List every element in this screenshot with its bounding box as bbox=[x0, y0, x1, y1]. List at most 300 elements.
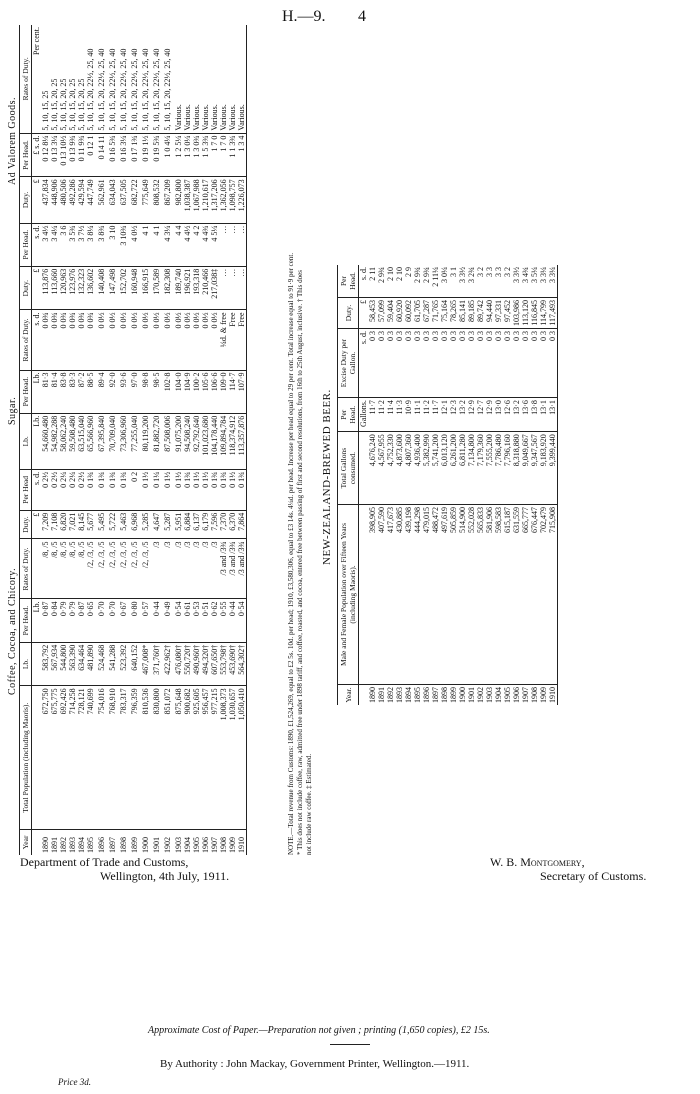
table-row bbox=[59, 25, 68, 855]
column-header: Rates of Duty. bbox=[20, 310, 32, 370]
table-cell: 1 7 0 bbox=[210, 133, 219, 177]
table-cell: 1,030,657 bbox=[228, 686, 237, 830]
table-cell: 1904 bbox=[183, 837, 192, 853]
table-cell: 54,660,480 bbox=[41, 413, 50, 469]
table-cell: 637,505 bbox=[117, 177, 128, 223]
table-cell: 505,859 bbox=[449, 504, 458, 684]
table-cell: 58,453 bbox=[368, 297, 377, 328]
table-cell: 2 10 bbox=[386, 265, 395, 297]
table-cell: 715,908 bbox=[548, 504, 558, 684]
unit-label: £ bbox=[32, 266, 42, 310]
column-header: Rates of Duty. bbox=[20, 25, 32, 133]
table-cell: 4,752,330 bbox=[386, 432, 395, 505]
table-cell: 1,210,617 bbox=[201, 177, 210, 223]
unit-label: s. d. bbox=[359, 328, 369, 397]
table-cell: 0·61 bbox=[183, 599, 192, 642]
unit-label bbox=[32, 829, 42, 855]
table-cell: 5, 10, 15, 20, 22½, 25, 40 bbox=[139, 25, 150, 133]
table-cell: 7,864 bbox=[237, 510, 247, 539]
table-cell: 120,963 bbox=[59, 266, 68, 310]
table-cell: 92,792,640 bbox=[192, 413, 201, 469]
table-row bbox=[50, 25, 59, 855]
table-cell: 7,555,200 bbox=[485, 432, 494, 505]
table-cell: 3 4¾ bbox=[521, 265, 530, 297]
table-cell: 479,015 bbox=[422, 504, 431, 684]
table-cell: 0 13 9¾ bbox=[68, 133, 77, 177]
revenue-table bbox=[19, 25, 247, 855]
table-row bbox=[210, 25, 219, 855]
table-cell: 448,906 bbox=[50, 177, 59, 223]
table-cell: 3 8¼ bbox=[86, 223, 95, 266]
table-cell: 81,882,720 bbox=[150, 413, 161, 469]
table-cell: 1,098,757 bbox=[228, 177, 237, 223]
signatory-name: W. B. Montgomery, bbox=[490, 855, 585, 869]
divider bbox=[330, 1044, 370, 1045]
table-cell: 0·54 bbox=[237, 599, 247, 642]
table-row bbox=[368, 265, 377, 705]
table-cell: 0 0¾ bbox=[68, 310, 77, 370]
table-cell: 7,108 bbox=[50, 510, 59, 539]
table-row bbox=[395, 265, 404, 705]
column-header: Per Head. bbox=[20, 370, 32, 413]
table-cell: 81·4 bbox=[50, 370, 59, 413]
table-cell: 85,141 bbox=[458, 297, 467, 328]
table-cell: 12·9 bbox=[467, 398, 476, 432]
table-cell: /8, /5 bbox=[68, 539, 77, 599]
table-cell: 97,452 bbox=[503, 297, 512, 328]
table-cell: 0 2½ bbox=[50, 469, 59, 510]
table-cell: 7,209 bbox=[41, 510, 50, 539]
column-header: Per Head. bbox=[20, 223, 32, 266]
table-cell: 676,447 bbox=[530, 504, 539, 684]
table-cell: 1895 bbox=[413, 687, 422, 703]
table-cell: 118,374,912 bbox=[228, 413, 237, 469]
table-cell: … bbox=[237, 266, 247, 310]
table-cell: 810,536 bbox=[139, 686, 150, 830]
table-cell: 3 3¼ bbox=[539, 265, 548, 297]
table-cell: 5,951 bbox=[172, 510, 183, 539]
table-cell: 1906 bbox=[201, 837, 210, 853]
table-cell: 0·70 bbox=[106, 599, 117, 642]
table-notes bbox=[287, 253, 314, 855]
table-cell: 563,390 bbox=[68, 642, 77, 686]
table-cell: 553,798† bbox=[219, 642, 228, 686]
column-header: Lb. bbox=[20, 642, 32, 686]
table-row bbox=[494, 265, 503, 705]
table-cell: /2, /3, /5 bbox=[117, 539, 128, 599]
table-cell: 702,479 bbox=[539, 504, 548, 684]
table-cell: 1904 bbox=[494, 687, 503, 703]
table-cell: /3 bbox=[210, 539, 219, 599]
table-cell: 4 0½ bbox=[128, 223, 139, 266]
column-header: Rates of Duty. bbox=[20, 539, 32, 599]
table-cell: 0 0¾ bbox=[41, 310, 50, 370]
table-cell: /8, /5 bbox=[77, 539, 86, 599]
table-cell: 1,362,056 bbox=[219, 177, 228, 223]
table-row bbox=[422, 265, 431, 705]
table-cell: 567,934 bbox=[50, 642, 59, 686]
table-cell: 11·2 bbox=[422, 398, 431, 432]
table-cell: 0 0½ bbox=[201, 310, 210, 370]
table-cell: 5, 10, 15, 20, 25 bbox=[50, 25, 59, 133]
table-cell: 0 3 bbox=[368, 328, 377, 397]
table-cell: 9,049,667 bbox=[521, 432, 530, 505]
table-cell: 0 1½ bbox=[139, 469, 150, 510]
table-cell: 0 2¼ bbox=[68, 469, 77, 510]
table-row bbox=[413, 265, 422, 705]
table-cell: /8, /5 bbox=[59, 539, 68, 599]
table-cell: ¼d. & free bbox=[219, 310, 228, 370]
table-cell: 0 3 bbox=[494, 328, 503, 397]
table-cell: 13·6 bbox=[521, 398, 530, 432]
table-cell: 3 3½ bbox=[458, 265, 467, 297]
table-cell: 4 1 bbox=[139, 223, 150, 266]
table-cell: 488,472 bbox=[431, 504, 440, 684]
beer-table bbox=[337, 265, 558, 705]
table-cell: 89·4 bbox=[95, 370, 106, 413]
beer-table-title: NEW-ZEALAND-BREWED BEER. bbox=[321, 389, 333, 565]
unit-label: Gallons. bbox=[359, 398, 369, 432]
table-cell: 60,092 bbox=[404, 297, 413, 328]
table-cell: 67,287 bbox=[422, 297, 431, 328]
table-cell: 61,705 bbox=[413, 297, 422, 328]
table-cell: 98·5 bbox=[150, 370, 161, 413]
table-cell: 634,043 bbox=[106, 177, 117, 223]
table-cell: 4,936,400 bbox=[413, 432, 422, 505]
table-row bbox=[139, 25, 150, 855]
table-row bbox=[449, 265, 458, 705]
column-header: Duty. bbox=[20, 266, 32, 310]
table-row bbox=[440, 265, 449, 705]
table-cell: 0·79 bbox=[68, 599, 77, 642]
table-cell: 114,799 bbox=[539, 297, 548, 328]
table-cell: 0 3 bbox=[440, 328, 449, 397]
table-cell: 0 0½ bbox=[183, 310, 192, 370]
table-cell: 117,493 bbox=[548, 297, 558, 328]
table-cell: 101,023,680 bbox=[201, 413, 210, 469]
table-cell: 73,306,960 bbox=[117, 413, 128, 469]
table-cell: 467,008* bbox=[139, 642, 150, 686]
table-row bbox=[458, 265, 467, 705]
table-cell: 5,722 bbox=[106, 510, 117, 539]
table-cell: 740,699 bbox=[86, 686, 95, 830]
table-cell: 1,038,387 bbox=[183, 177, 192, 223]
table-cell: 0 12 8¼ bbox=[41, 133, 50, 177]
table-cell: 0 3 bbox=[503, 328, 512, 397]
unit-label bbox=[32, 642, 42, 686]
table-cell: 4,873,600 bbox=[395, 432, 404, 505]
table-cell: 0 16 3¼ bbox=[117, 133, 128, 177]
table-cell: 851,072 bbox=[161, 686, 172, 830]
table-cell: 0·84 bbox=[50, 599, 59, 642]
table-cell: 1899 bbox=[130, 837, 139, 853]
table-cell: 2 11 bbox=[368, 265, 377, 297]
table-cell: 8,145 bbox=[77, 510, 86, 539]
table-cell: 1898 bbox=[440, 687, 449, 703]
table-cell: 550,720† bbox=[183, 642, 192, 686]
table-cell: 4,676,240 bbox=[368, 432, 377, 505]
table-cell: 453,690† bbox=[228, 642, 237, 686]
table-cell: 0 1¾ bbox=[237, 469, 247, 510]
table-cell: 1896 bbox=[97, 837, 106, 853]
table-cell: 97·0 bbox=[128, 370, 139, 413]
table-cell: 12·1 bbox=[440, 398, 449, 432]
table-cell: /3 bbox=[192, 539, 201, 599]
table-cell: 775,649 bbox=[139, 177, 150, 223]
table-cell: 58,062,240 bbox=[59, 413, 68, 469]
table-cell: … bbox=[219, 223, 228, 266]
table-cell: 217,038‡ bbox=[210, 266, 219, 310]
table-cell: 12·3 bbox=[449, 398, 458, 432]
table-row bbox=[117, 25, 128, 855]
table-cell: 104·0 bbox=[172, 370, 183, 413]
table-cell: 5, 10, 15, 20, 22½, 25, 40 bbox=[86, 25, 95, 133]
table-cell: 514,900 bbox=[458, 504, 467, 684]
table-row bbox=[172, 25, 183, 855]
table-cell: 0·79 bbox=[59, 599, 68, 642]
table-cell: 59,404 bbox=[386, 297, 395, 328]
table-cell: 675,775 bbox=[50, 686, 59, 830]
table-cell: 57,099 bbox=[377, 297, 386, 328]
table-cell: 1900 bbox=[141, 837, 150, 853]
table-cell: Free bbox=[237, 310, 247, 370]
table-cell: 113,120 bbox=[521, 297, 530, 328]
table-cell: 1902 bbox=[163, 837, 172, 853]
table-cell: 0·57 bbox=[139, 599, 150, 642]
table-cell: 682,722 bbox=[128, 177, 139, 223]
table-cell: 0·87 bbox=[41, 599, 50, 642]
table-cell: 0 1½ bbox=[228, 469, 237, 510]
table-cell: 7,021 bbox=[68, 510, 77, 539]
table-cell: 100·2 bbox=[192, 370, 201, 413]
table-cell: 13·2 bbox=[512, 398, 521, 432]
table-cell: 562,961 bbox=[95, 177, 106, 223]
table-cell: 0 3 bbox=[404, 328, 413, 397]
table-cell: 6,137 bbox=[192, 510, 201, 539]
cost-text: Approximate Cost of Paper.—Preparation not given ; printing (1,650 copies), £2 15s. bbox=[148, 1025, 490, 1036]
table-cell: 75,164 bbox=[440, 297, 449, 328]
table-cell: 9,347,567 bbox=[530, 432, 539, 505]
table-cell: 5, 10, 15, 20, 22½, 25, 40 bbox=[150, 25, 161, 133]
table-cell: 9,183,920 bbox=[539, 432, 548, 505]
table-cell: 107·9 bbox=[237, 370, 247, 413]
unit-label: £ bbox=[32, 177, 42, 223]
table-cell: 1905 bbox=[503, 687, 512, 703]
table-cell: 170,589 bbox=[150, 266, 161, 310]
section-title-sugar: Sugar. bbox=[7, 396, 18, 425]
table-cell: 5, 10, 15, 20, 25 bbox=[77, 25, 86, 133]
table-row bbox=[485, 265, 494, 705]
table-cell: 0 1¾ bbox=[210, 469, 219, 510]
unit-label: Lb. bbox=[32, 599, 42, 642]
table-cell: 783,317 bbox=[117, 686, 128, 830]
table-cell: 11·7 bbox=[431, 398, 440, 432]
table-cell: /3 and /3¾ bbox=[219, 539, 228, 599]
table-cell: 1898 bbox=[119, 837, 128, 853]
table-cell: 7,134,800 bbox=[467, 432, 476, 505]
table-row bbox=[386, 265, 395, 705]
table-cell: /2, /3, /5 bbox=[106, 539, 117, 599]
table-cell: 0 0½ bbox=[139, 310, 150, 370]
table-cell: /3 bbox=[150, 539, 161, 599]
table-cell: 13·1 bbox=[539, 398, 548, 432]
table-cell: 0 2½ bbox=[77, 469, 86, 510]
table-cell: 0·65 bbox=[86, 599, 95, 642]
table-cell: 1901 bbox=[467, 687, 476, 703]
table-cell: /2, /3, /5 bbox=[128, 539, 139, 599]
table-cell: 598,583 bbox=[494, 504, 503, 684]
table-cell: 12·7 bbox=[476, 398, 485, 432]
unit-label bbox=[359, 504, 369, 684]
table-cell: 3 4½ bbox=[41, 223, 50, 266]
page-reference: H.—9. bbox=[282, 8, 326, 25]
table-cell: 0 3 bbox=[395, 328, 404, 397]
table-cell: 925,605 bbox=[192, 686, 201, 830]
table-cell: 607,650† bbox=[210, 642, 219, 686]
table-cell: 189,740 bbox=[172, 266, 183, 310]
table-cell: 0 3 bbox=[377, 328, 386, 397]
table-cell: 103,986 bbox=[512, 297, 521, 328]
column-header: Per Head. bbox=[338, 398, 359, 432]
table-cell: 3 2¾ bbox=[467, 265, 476, 297]
table-cell: 0 0¾ bbox=[77, 310, 86, 370]
table-cell: 0·51 bbox=[201, 599, 210, 642]
table-cell: 0·44 bbox=[228, 599, 237, 642]
table-cell: /3 bbox=[161, 539, 172, 599]
table-cell: 4,647 bbox=[150, 510, 161, 539]
table-cell: 4 4½ bbox=[183, 223, 192, 266]
table-cell: 1890 bbox=[41, 837, 50, 853]
table-cell: /8, /5 bbox=[41, 539, 50, 599]
table-cell: 0 2 bbox=[128, 469, 139, 510]
table-cell: 0·80 bbox=[128, 599, 139, 642]
table-cell: 6,179 bbox=[201, 510, 210, 539]
table-cell: 6,968 bbox=[128, 510, 139, 539]
table-cell: 0 3 bbox=[530, 328, 539, 397]
table-cell: 105·6 bbox=[201, 370, 210, 413]
column-header: Total Population (including Maoris). bbox=[20, 686, 32, 830]
table-row bbox=[183, 25, 192, 855]
table-cell: 768,910 bbox=[106, 686, 117, 830]
table-cell: 631,559 bbox=[512, 504, 521, 684]
table-cell: 5, 10, 15, 20, 22½, 25, 40 bbox=[106, 25, 117, 133]
unit-label: Per cent. bbox=[32, 25, 42, 133]
table-cell: 1 1 3¾ bbox=[228, 133, 237, 177]
table-cell: 407,590 bbox=[377, 504, 386, 684]
table-cell: 4 4 bbox=[172, 223, 183, 266]
table-cell: 4 3¼ bbox=[161, 223, 172, 266]
table-cell: /3 bbox=[201, 539, 210, 599]
table-cell: 0 11 9¾ bbox=[77, 133, 86, 177]
table-cell: 481,890 bbox=[86, 642, 95, 686]
unit-label bbox=[32, 539, 42, 599]
table-cell: 1,050,410 bbox=[237, 686, 247, 830]
table-cell: 1894 bbox=[404, 687, 413, 703]
table-cell: 3 2 bbox=[503, 265, 512, 297]
unit-label: £ bbox=[359, 297, 369, 328]
table-cell: 0 1¾ bbox=[86, 469, 95, 510]
table-cell: 113,876 bbox=[41, 266, 50, 310]
table-cell: 1899 bbox=[449, 687, 458, 703]
note-line: * This does not include coffee, raw, admitted free under 1898 tariff, and coffee, roasted, and cocoa, entered free between passing of first and second resolutions, from 16th to 25th August, inclusive. † This does bbox=[296, 270, 304, 855]
table-cell: 808,532 bbox=[150, 177, 161, 223]
table-cell: 92·0 bbox=[106, 370, 117, 413]
table-cell: 4 2 bbox=[192, 223, 201, 266]
table-cell: 65,566,960 bbox=[86, 413, 95, 469]
table-cell: 0 3 bbox=[458, 328, 467, 397]
table-cell: 0 2¼ bbox=[59, 469, 68, 510]
table-cell: 2 10 bbox=[395, 265, 404, 297]
table-cell: 581,906 bbox=[485, 504, 494, 684]
table-cell: Various. bbox=[192, 25, 201, 133]
table-cell: 113,357,876 bbox=[237, 413, 247, 469]
table-cell: 0 3 bbox=[467, 328, 476, 397]
table-cell: 83·3 bbox=[68, 370, 77, 413]
table-cell: 11·2 bbox=[377, 398, 386, 432]
table-cell: 0 1½ bbox=[172, 469, 183, 510]
table-cell: 0 0¾ bbox=[50, 310, 59, 370]
table-cell: 900,682 bbox=[183, 686, 192, 830]
table-cell: 113,660 bbox=[50, 266, 59, 310]
table-cell: 91,075,200 bbox=[172, 413, 183, 469]
table-cell: 1,008,373 bbox=[219, 686, 228, 830]
table-cell: 116,845 bbox=[530, 297, 539, 328]
table-cell: 1903 bbox=[174, 837, 183, 853]
table-cell: 12·6 bbox=[503, 398, 512, 432]
table-cell: 1 3 0¾ bbox=[192, 133, 201, 177]
table-cell: 728,121 bbox=[77, 686, 86, 830]
table-cell: 5, 10, 15, 20, 22½, 25, 40 bbox=[95, 25, 106, 133]
table-cell: 4 1 bbox=[150, 223, 161, 266]
table-cell: 564,302† bbox=[237, 642, 247, 686]
table-cell: 565,833 bbox=[476, 504, 485, 684]
table-cell: 1908 bbox=[530, 687, 539, 703]
table-cell: 5,382,990 bbox=[422, 432, 431, 505]
table-cell: 5, 10, 15, 20, 22½, 25, 40 bbox=[128, 25, 139, 133]
table-cell: 2 11¼ bbox=[431, 265, 440, 297]
table-cell: 0 0¾ bbox=[86, 310, 95, 370]
table-cell: 4 4¾ bbox=[201, 223, 210, 266]
table-cell: 11·7 bbox=[368, 398, 377, 432]
table-cell: 439,198 bbox=[404, 504, 413, 684]
unit-label bbox=[32, 686, 42, 830]
table-cell: 1895 bbox=[86, 837, 95, 853]
table-cell: 1897 bbox=[108, 837, 117, 853]
table-cell: 714,258 bbox=[68, 686, 77, 830]
table-cell: 1893 bbox=[68, 837, 77, 853]
table-cell: /3 bbox=[183, 539, 192, 599]
table-cell: 70,709,040 bbox=[106, 413, 117, 469]
table-row bbox=[237, 25, 247, 855]
table-cell: 1,067,988 bbox=[192, 177, 201, 223]
table-cell: 0 3 bbox=[422, 328, 431, 397]
table-cell: 398,905 bbox=[368, 504, 377, 684]
table-cell: 0·53 bbox=[192, 599, 201, 642]
table-cell: 4,567,955 bbox=[377, 432, 386, 505]
table-cell: Various. bbox=[228, 25, 237, 133]
table-cell: 417,673 bbox=[386, 504, 395, 684]
table-cell: 0 1¾ bbox=[95, 469, 106, 510]
table-cell: … bbox=[219, 266, 228, 310]
table-cell: 3 6 bbox=[59, 223, 68, 266]
table-cell: 665,777 bbox=[521, 504, 530, 684]
table-cell: 59,508,480 bbox=[68, 413, 77, 469]
table-cell: 87·2 bbox=[77, 370, 86, 413]
table-cell: 3 3 bbox=[485, 265, 494, 297]
table-cell: 166,915 bbox=[139, 266, 150, 310]
table-cell: 0 3 bbox=[548, 328, 558, 397]
table-cell: 136,602 bbox=[86, 266, 95, 310]
